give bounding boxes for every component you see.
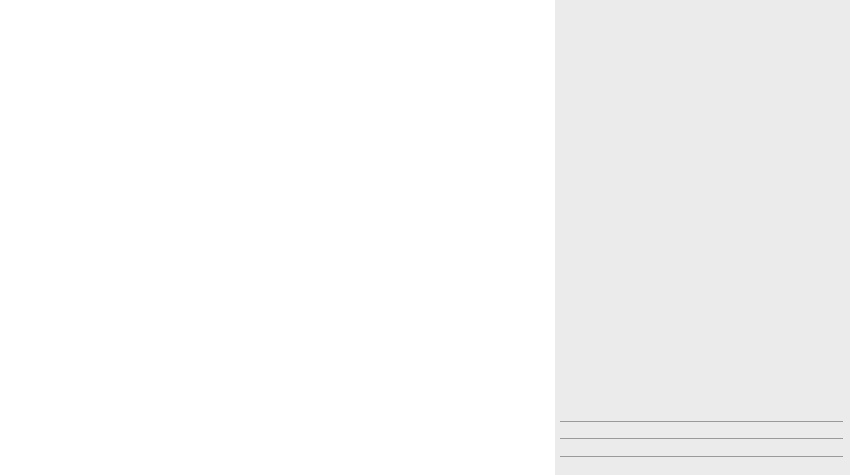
destination-row [560, 440, 843, 454]
total-price-row [560, 458, 843, 474]
divider [560, 421, 843, 422]
total-added-row [560, 423, 843, 437]
base-price-row [560, 0, 843, 15]
pricing-panel [555, 0, 850, 475]
features-column-2 [282, 22, 550, 35]
divider [560, 438, 843, 439]
divider [560, 456, 843, 457]
